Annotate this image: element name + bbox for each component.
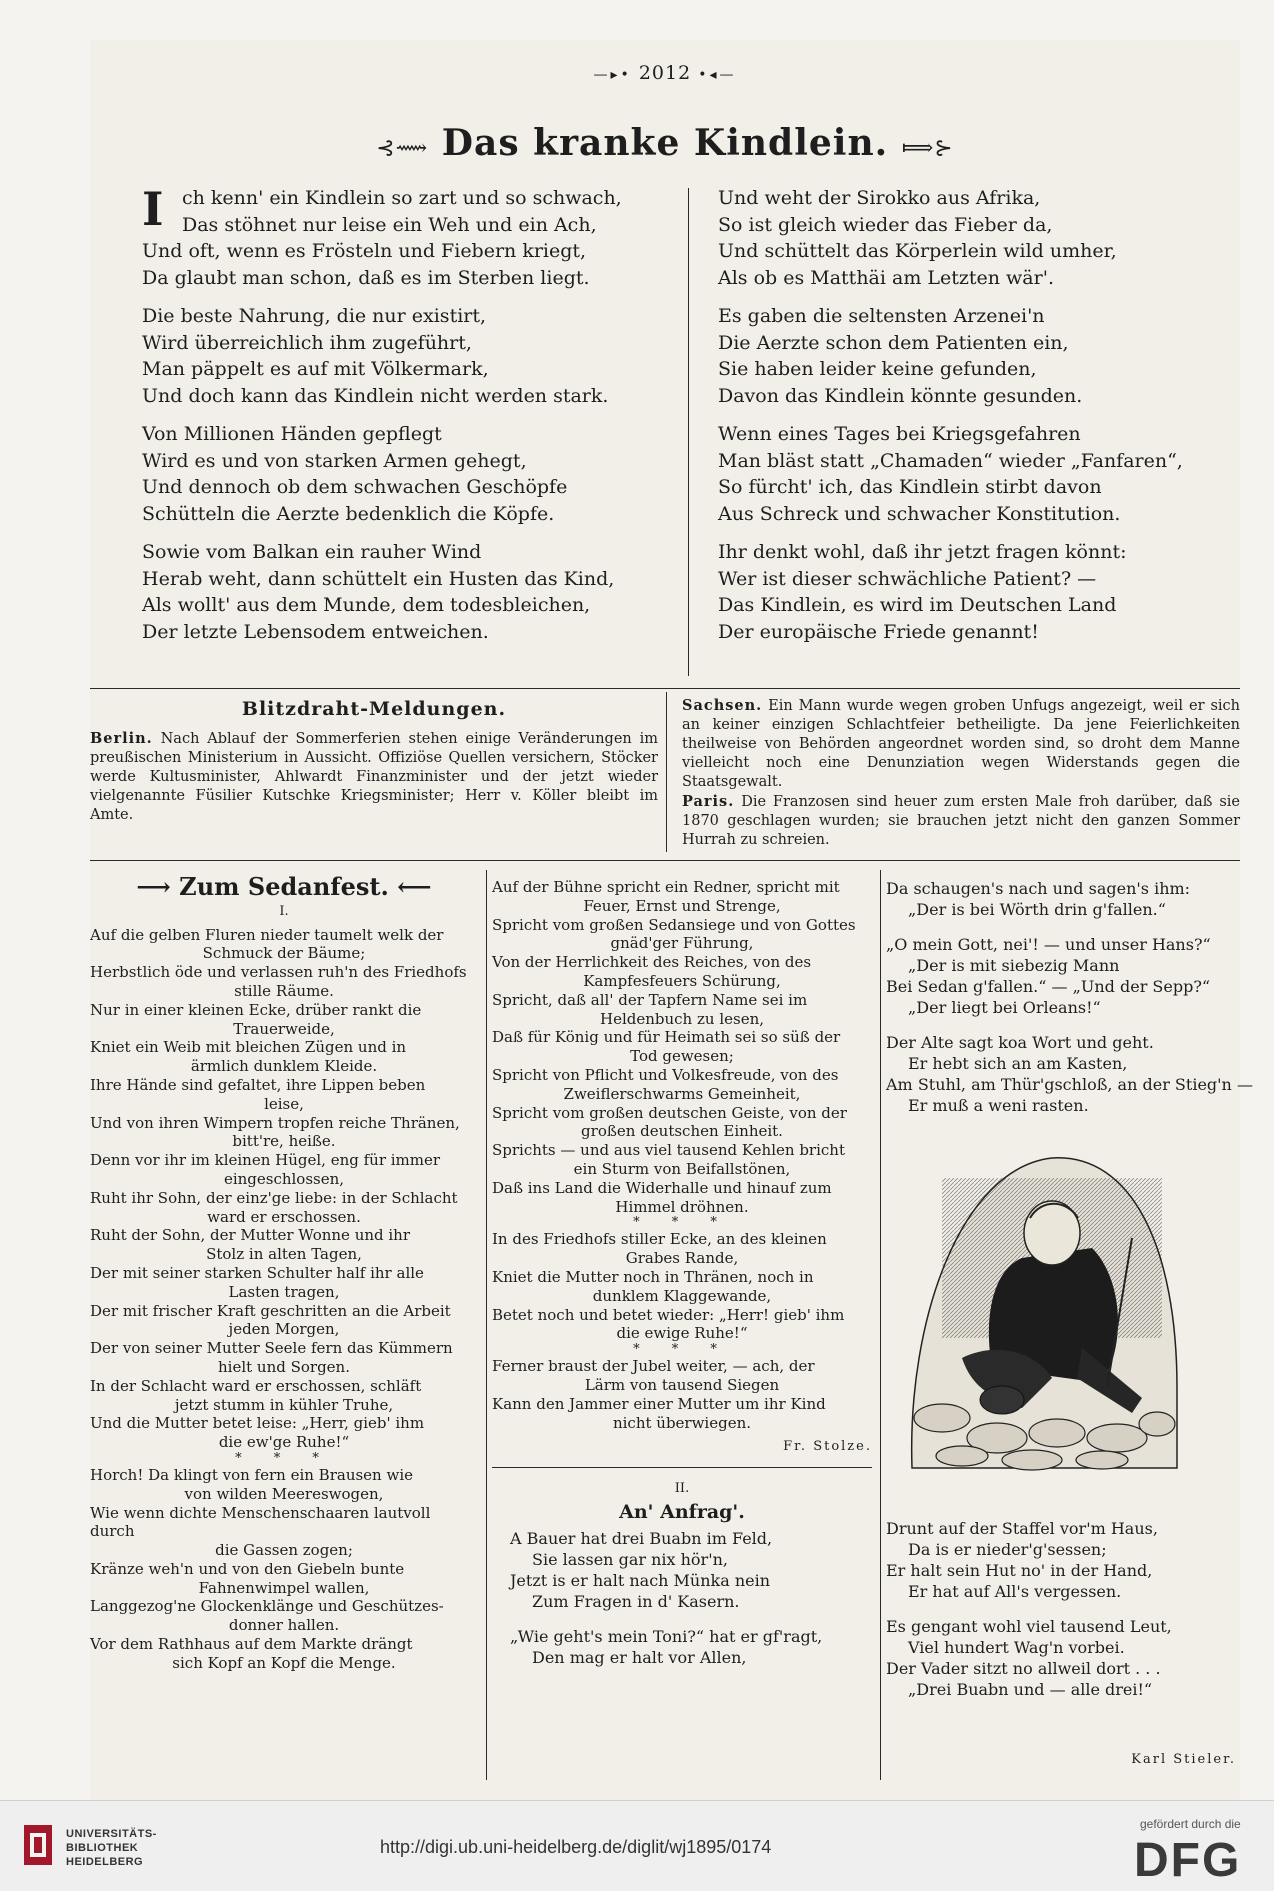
- verse-line: Spricht vom großen deutschen Geiste, von der: [492, 1103, 847, 1122]
- poem-stanza: [718, 185, 1183, 291]
- poem-stanza: [718, 539, 1183, 645]
- verse-line: Kränze weh'n und von den Giebeln bunte: [90, 1559, 405, 1578]
- verse-continuation: Lärm von tausend Siegen: [584, 1375, 780, 1394]
- verse-pair: [492, 1395, 872, 1433]
- verse-continuation: Kampfesfeuers Schürung,: [583, 971, 781, 990]
- verse-line: Auf die gelben Fluren nieder taumelt welk der: [90, 925, 444, 944]
- separator-stars: * * *: [633, 1342, 731, 1358]
- verse-continuation: gnäd'ger Führung,: [610, 934, 754, 953]
- poem-line: Und weht der Sirokko aus Afrika,: [718, 187, 1041, 209]
- anfrag-stanza: [886, 1518, 1172, 1602]
- verse-line: Er hat auf All's vergessen.: [908, 1582, 1122, 1601]
- poem-divider: [688, 188, 689, 676]
- footer-bar: [0, 1800, 1274, 1891]
- verse-continuation: von wilden Meereswogen,: [184, 1484, 384, 1503]
- verse-pair: [90, 1114, 478, 1152]
- poem-line: Die beste Nahrung, die nur existirt,: [142, 305, 487, 327]
- poem-line: Das Kindlein, es wird im Deutschen Land: [718, 594, 1117, 616]
- poem-line: Die Aerzte schon dem Patienten ein,: [718, 331, 1069, 354]
- sedan-column-1: [90, 872, 478, 1673]
- verse-line: Langgezog'ne Glockenklänge und Geschützes-: [90, 1597, 444, 1616]
- verse-line: Herbstlich öde und verlassen ruh'n des Friedhofs: [90, 963, 467, 982]
- verse-pair: [90, 1339, 478, 1377]
- verse-line: Daß ins Land die Widerhalle und hinauf zum: [492, 1178, 832, 1197]
- poem-line: Der europäische Friede genannt!: [718, 620, 1039, 643]
- poem-line: Das stöhnet nur leise ein Weh und ein Ach,: [182, 213, 597, 236]
- verse-continuation: stille Räume.: [234, 981, 334, 1000]
- poem-left-column: [142, 182, 622, 657]
- poem-line: Wird es und von starken Armen gehegt,: [142, 449, 527, 472]
- verse-line: Vor dem Rathhaus auf dem Markte drängt: [90, 1635, 413, 1654]
- verse-line: Er muß a weni rasten.: [908, 1096, 1089, 1115]
- news-title: Blitzdraht-Meldungen.: [241, 698, 507, 720]
- verse-continuation: Stolz in alten Tagen,: [206, 1245, 362, 1264]
- separator-stars: * * *: [633, 1215, 731, 1231]
- verse-continuation: Lasten tragen,: [228, 1282, 340, 1301]
- verse-pair: [90, 1414, 478, 1452]
- verse-pair: [90, 1038, 478, 1076]
- verse-continuation: Himmel dröhnen.: [615, 1197, 749, 1216]
- verse-line: Auf der Bühne spricht ein Redner, spricht mit: [492, 878, 840, 896]
- poem-line: Man bläst statt „Chamaden“ wieder „Fanfaren“,: [718, 449, 1183, 472]
- verse-line: Den mag er halt vor Allen,: [532, 1647, 747, 1667]
- verse-line: Der von seiner Mutter Seele fern das Kümmern: [90, 1339, 453, 1358]
- poem-line: Und dennoch ob dem schwachen Geschöpfe: [142, 476, 568, 498]
- verse-pair: [492, 1230, 872, 1268]
- verse-continuation: ärmlich dunklem Kleide.: [190, 1057, 378, 1076]
- poem-line: Sowie vom Balkan ein rauher Wind: [142, 541, 482, 563]
- dfg-logo: DFG: [1134, 1834, 1242, 1887]
- part-number-2: II.: [674, 1481, 690, 1497]
- poem-line: Als wollt' aus dem Munde, dem todesbleichen,: [142, 594, 591, 616]
- verse-pair: [90, 926, 478, 964]
- verse-line: Kniet die Mutter noch in Thränen, noch in: [492, 1267, 814, 1286]
- verse-line: Sprichts — und aus viel tausend Kehlen bricht: [492, 1141, 845, 1160]
- verse-line: „Wie geht's mein Toni?“ hat er gf'ragt,: [510, 1626, 823, 1646]
- verse-line: Ruht der Sohn, der Mutter Wonne und ihr: [90, 1226, 411, 1245]
- verse-pair: [90, 1151, 478, 1189]
- verse-pair: [90, 1635, 478, 1673]
- institution-name: UNIVERSITÄTS- BIBLIOTHEK HEIDELBERG: [66, 1828, 157, 1868]
- poem-title: ⊰⟿ Das kranke Kindlein. ⟾⊱: [376, 122, 954, 164]
- verse-pair: [492, 1357, 872, 1395]
- verse-pair: [90, 1377, 478, 1415]
- poem-line: Und schüttelt das Körperlein wild umher,: [718, 240, 1117, 262]
- verse-line: Wie wenn dichte Menschenschaaren lautvoll durch: [90, 1503, 431, 1541]
- poem-stanza: [142, 303, 622, 409]
- verse-pair: [492, 878, 872, 916]
- verse-line: „Der liegt bei Orleans!“: [908, 998, 1101, 1017]
- poem-line: Und doch kann das Kindlein nicht werden stark.: [142, 384, 609, 407]
- sedan-title: ⟶ Zum Sedanfest. ⟵: [136, 872, 432, 901]
- verse-continuation: Trauerweide,: [233, 1019, 335, 1038]
- verse-line: Ihre Hände sind gefaltet, ihre Lippen beben: [90, 1075, 426, 1094]
- verse-continuation: dunklem Klaggewande,: [592, 1286, 772, 1305]
- poem-line: Sie haben leider keine gefunden,: [718, 358, 1037, 380]
- poem-line: Von Millionen Händen gepflegt: [142, 423, 442, 445]
- poem-line: Ihr denkt wohl, daß ihr jetzt fragen könnt:: [718, 541, 1127, 563]
- poem-line: Aus Schreck und schwacher Konstitution.: [718, 502, 1121, 525]
- verse-pair: [90, 1189, 478, 1227]
- verse-line: Da is er nieder'g'sessen;: [908, 1540, 1107, 1559]
- signature-stieler: Karl Stieler.: [1131, 1752, 1236, 1767]
- verse-continuation: hielt und Sorgen.: [217, 1357, 350, 1376]
- verse-line: Bei Sedan g'fallen.“ — „Und der Sepp?“: [886, 977, 1211, 996]
- news-sachsen: Sachsen. Ein Mann wurde wegen groben Unfugs angezeigt, weil er sich an keiner einzigen Schlachtfeier betheiligte. Da jene Feierlichkeiten theilweise von Behörden angeordnet worden sind, so droht dem Manne vielleicht noch eine Denunziation wegen Widerstands gegen die Staatsgewalt.: [682, 697, 1241, 790]
- verse-line: Betet noch und betet wieder: „Herr! gieb' ihm: [492, 1305, 845, 1324]
- news-left: [90, 700, 658, 825]
- verse-line: Der Alte sagt koa Wort und geht.: [886, 1033, 1154, 1052]
- verse-continuation: ward er erschossen.: [207, 1207, 361, 1226]
- news-right: [682, 696, 1240, 850]
- verse-line: Der mit frischer Kraft geschritten an die Arbeit: [90, 1301, 451, 1320]
- verse-continuation: Zweiflerschwarms Gemeinheit,: [563, 1084, 801, 1103]
- verse-pair: [492, 1104, 872, 1142]
- column-divider-1: [486, 870, 487, 1780]
- signature-stolze: Fr. Stolze.: [783, 1439, 872, 1455]
- verse-line: Er halt sein Hut no' in der Hand,: [886, 1561, 1153, 1580]
- column-divider-2: [880, 870, 881, 1780]
- verse-continuation: die ew'ge Ruhe!“: [218, 1433, 350, 1452]
- verse-continuation: Schmuck der Bäume;: [202, 944, 366, 963]
- news-divider: [666, 692, 667, 852]
- verse-line: Da schaugen's nach und sagen's ihm:: [886, 879, 1191, 898]
- verse-pair: [492, 953, 872, 991]
- verse-line: „Der is bei Wörth drin g'fallen.“: [908, 900, 1166, 919]
- verse-continuation: eingeschlossen,: [223, 1169, 345, 1188]
- verse-pair: [90, 1560, 478, 1598]
- verse-continuation: Grabes Rande,: [625, 1249, 739, 1268]
- verse-continuation: nicht überwiegen.: [612, 1413, 752, 1432]
- verse-pair: [90, 1076, 478, 1114]
- verse-continuation: Tod gewesen;: [630, 1047, 734, 1066]
- verse-line: Viel hundert Wag'n vorbei.: [908, 1638, 1125, 1657]
- verse-continuation: jeden Morgen,: [228, 1320, 340, 1339]
- poem-stanza: [718, 421, 1183, 527]
- verse-line: Spricht von Pflicht und Volkesfreude, von des: [492, 1065, 839, 1084]
- anfrag-stanza: [886, 1616, 1172, 1700]
- verse-pair: [90, 963, 478, 1001]
- poem-stanza: [718, 303, 1183, 409]
- verse-pair: [90, 1302, 478, 1340]
- verse-line: Nur in einer kleinen Ecke, drüber rankt die: [90, 1000, 422, 1019]
- verse-line: Jetzt is er halt nach Münka nein: [510, 1570, 771, 1590]
- news-paris: Paris. Die Franzosen sind heuer zum ersten Male froh darüber, daß sie 1870 geschlagen wurden; sie brauchen jetzt nicht den ganzen Sommer Hurrah zu schreien.: [682, 793, 1240, 848]
- poem-line: Man päppelt es auf mit Völkermark,: [142, 358, 489, 380]
- section-divider: [90, 688, 1240, 689]
- poem-line: Wer ist dieser schwächliche Patient? —: [718, 567, 1097, 590]
- verse-line: Kniet ein Weib mit bleichen Zügen und in: [90, 1038, 407, 1057]
- university-seal-icon: [18, 1821, 58, 1873]
- verse-line: Und die Mutter betet leise: „Herr, gieb' ihm: [90, 1414, 425, 1433]
- poem-right-column: [718, 185, 1183, 657]
- verse-continuation: Heldenbuch zu lesen,: [600, 1009, 764, 1028]
- verse-line: Sie lassen gar nix hör'n,: [532, 1549, 728, 1569]
- verse-line: Horch! Da klingt von fern ein Brausen wie: [90, 1465, 413, 1484]
- verse-continuation: sich Kopf an Kopf die Menge.: [172, 1653, 396, 1672]
- poem-line: Als ob es Matthäi am Letzten wär'.: [718, 266, 1054, 289]
- verse-continuation: jetzt stumm in kühler Truhe,: [174, 1395, 394, 1414]
- verse-continuation: ein Sturm von Beifallstönen,: [573, 1159, 791, 1178]
- verse-line: Von der Herrlichkeit des Reiches, von des: [492, 953, 812, 972]
- verse-pair: [492, 916, 872, 954]
- verse-line: Zum Fragen in d' Kasern.: [532, 1591, 740, 1611]
- verse-line: A Bauer hat drei Buabn im Feld,: [510, 1528, 773, 1548]
- poem-stanza: [142, 421, 622, 527]
- verse-line: „Der is mit siebezig Mann: [908, 956, 1120, 975]
- verse-line: Es gengant wohl viel tausend Leut,: [886, 1617, 1172, 1636]
- verse-line: Am Stuhl, am Thür'gschloß, an der Stieg'n —: [886, 1075, 1253, 1094]
- verse-pair: [492, 991, 872, 1029]
- poem-line: So fürcht' ich, das Kindlein stirbt davon: [718, 476, 1102, 498]
- poem-line: Der letzte Lebensodem entweichen.: [142, 620, 489, 643]
- funding-caption: gefördert durch die: [1140, 1817, 1241, 1831]
- poem-line: Wenn eines Tages bei Kriegsgefahren: [718, 423, 1081, 445]
- poem-line: ch kenn' ein Kindlein so zart und so schwach,: [182, 187, 622, 209]
- verse-line: „Drei Buabn und — alle drei!“: [908, 1680, 1153, 1699]
- poem-line: Wird überreichlich ihm zugeführt,: [142, 331, 472, 354]
- verse-line: Ruht ihr Sohn, der einz'ge liebe: in der Schlacht: [90, 1188, 458, 1207]
- verse-line: Spricht vom großen Sedansiege und von Gottes: [492, 915, 856, 934]
- poem-stanza: [142, 182, 622, 291]
- part-number: I.: [279, 903, 289, 919]
- newspaper-page: [90, 40, 1253, 1800]
- verse-pair: [492, 1141, 872, 1179]
- verse-line: Kann den Jammer einer Mutter um ihr Kind: [492, 1394, 826, 1413]
- verse-line: In des Friedhofs stiller Ecke, an des kleinen: [492, 1230, 827, 1249]
- poem-line: Davon das Kindlein könnte gesunden.: [718, 384, 1083, 407]
- verse-pair: [492, 1028, 872, 1066]
- verse-continuation: bitt're, heiße.: [232, 1132, 336, 1151]
- poem-line: Da glaubt man schon, daß es im Sterben liegt.: [142, 266, 590, 289]
- poem-line: Schütteln die Aerzte bedenklich die Köpfe.: [142, 502, 555, 525]
- anfrag-column-3: [886, 878, 1253, 1699]
- verse-line: „O mein Gott, nei'! — und unser Hans?“: [886, 935, 1211, 954]
- drop-cap: I: [142, 182, 164, 236]
- column-divider: [492, 1467, 872, 1468]
- verse-pair: [90, 1466, 478, 1504]
- verse-pair: [90, 1264, 478, 1302]
- poem-line: Es gaben die seltensten Arzenei'n: [718, 305, 1045, 327]
- poem-line: Herab weht, dann schüttelt ein Husten das Kind,: [142, 567, 615, 590]
- sedan-column-2: [492, 878, 872, 1668]
- anfrag-lower-stanzas: [886, 1518, 1172, 1700]
- verse-continuation: die Gassen zogen;: [215, 1541, 353, 1560]
- verse-continuation: die ewige Ruhe!“: [616, 1324, 748, 1343]
- verse-pair: [90, 1504, 478, 1560]
- verse-continuation: großen deutschen Einheit.: [581, 1122, 783, 1141]
- verse-line: Ferner braust der Jubel weiter, — ach, der: [492, 1357, 815, 1376]
- section-divider-2: [90, 860, 1240, 861]
- verse-pair: [492, 1066, 872, 1104]
- verse-continuation: Fahnenwimpel wallen,: [198, 1578, 370, 1597]
- verse-line: Der Vader sitzt no allweil dort . . .: [886, 1659, 1161, 1678]
- verse-line: Er hebt sich an am Kasten,: [908, 1054, 1128, 1073]
- verse-line: Daß für König und für Heimath sei so süß der: [492, 1028, 841, 1047]
- verse-pair: [492, 1268, 872, 1306]
- verse-pair: [90, 1226, 478, 1264]
- verse-pair: [492, 1306, 872, 1344]
- verse-pair: [90, 1001, 478, 1039]
- verse-line: Und von ihren Wimpern tropfen reiche Thränen,: [90, 1113, 460, 1132]
- verse-continuation: Feuer, Ernst und Strenge,: [583, 896, 781, 915]
- poem-line: Und oft, wenn es Frösteln und Fiebern kriegt,: [142, 240, 587, 262]
- anfrag-title: An' Anfrag'.: [619, 1500, 745, 1523]
- poem-line: So ist gleich wieder das Fieber da,: [718, 213, 1053, 236]
- verse-continuation: donner hallen.: [228, 1616, 340, 1635]
- news-berlin: Berlin. Nach Ablauf der Sommerferien stehen einige Veränderungen im preußischen Ministerium in Aussicht. Offiziöse Quellen versichern, Stöcker werde Kultusminister, Ahlwardt Finanzminister und der jetzt wieder vielgenannte Füsilier Kutschke Kriegsminister; Herr v. Köller bleibt im Amte.: [90, 730, 658, 823]
- page-number: —▸• 2012 •◂—: [593, 62, 737, 84]
- poem-stanza: [142, 539, 622, 645]
- verse-line: In der Schlacht ward er erschossen, schläft: [90, 1376, 422, 1395]
- permalink[interactable]: http://digi.ub.uni-heidelberg.de/diglit/wj1895/0174: [380, 1837, 772, 1857]
- verse-pair: [90, 1597, 478, 1635]
- verse-continuation: leise,: [264, 1094, 304, 1113]
- separator-stars: * * *: [235, 1450, 333, 1466]
- verse-line: Denn vor ihr im kleinen Hügel, eng für immer: [90, 1151, 441, 1170]
- verse-line: Der mit seiner starken Schulter half ihr alle: [90, 1263, 424, 1282]
- verse-pair: [492, 1179, 872, 1217]
- verse-line: Spricht, daß all' der Tapfern Name sei im: [492, 990, 808, 1009]
- verse-line: Drunt auf der Staffel vor'm Haus,: [886, 1519, 1158, 1538]
- illustration-old-man: [902, 1138, 1182, 1483]
